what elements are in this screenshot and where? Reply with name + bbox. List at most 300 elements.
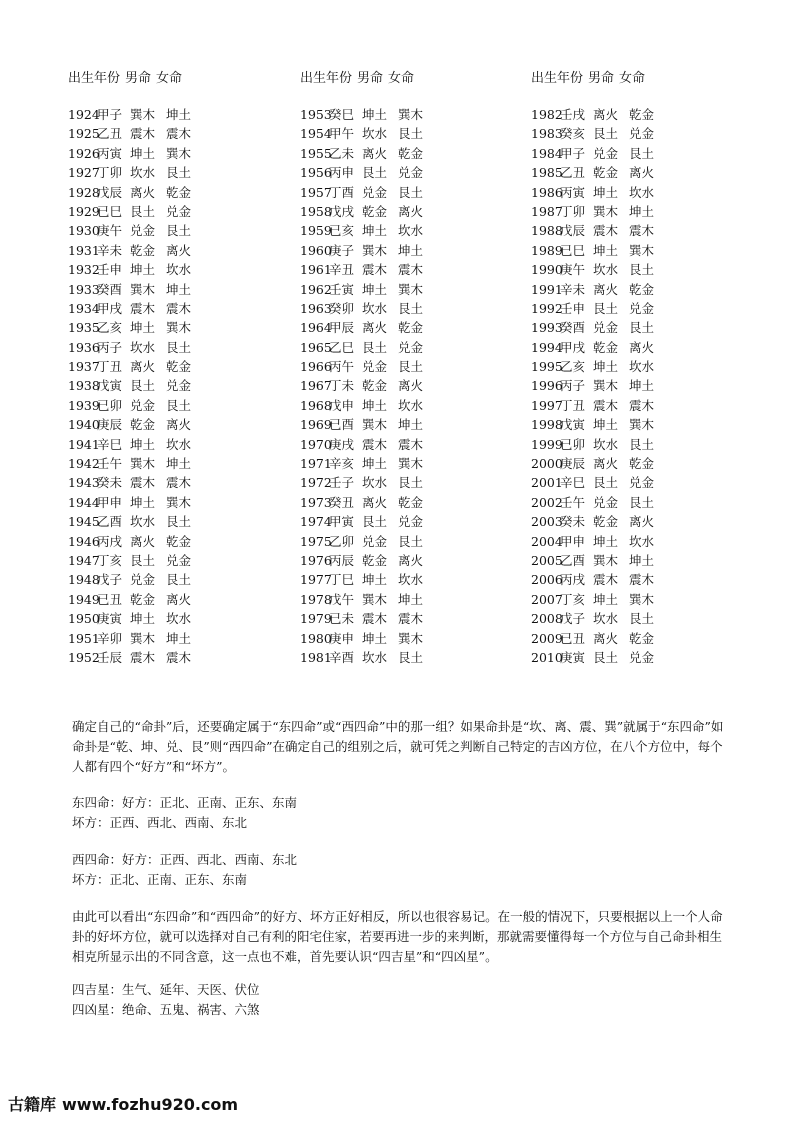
- cell-male-gua: 艮土: [593, 649, 619, 665]
- table-row: [68, 396, 268, 415]
- cell-ganzhi: 庚午: [97, 223, 123, 239]
- table-row: [531, 124, 731, 143]
- table-row: [68, 648, 268, 667]
- table-row: [300, 570, 500, 589]
- cell-female-gua: 艮土: [166, 339, 192, 355]
- cell-ganzhi: 丁卯: [97, 165, 123, 181]
- cell-ganzhi: 壬子: [329, 475, 355, 491]
- cell-ganzhi: 戊寅: [560, 417, 586, 433]
- cell-female-gua: 坎水: [398, 223, 424, 239]
- cell-female-gua: 震木: [398, 262, 424, 278]
- cell-ganzhi: 甲戌: [97, 300, 123, 316]
- cell-female-gua: 离火: [398, 378, 424, 394]
- cell-male-gua: 离火: [130, 184, 156, 200]
- cell-ganzhi: 乙亥: [97, 320, 123, 336]
- cell-ganzhi: 辛酉: [329, 649, 355, 665]
- table-row: [68, 376, 268, 395]
- cell-female-gua: 艮土: [166, 223, 192, 239]
- cell-ganzhi: 壬申: [560, 300, 586, 316]
- cell-year: 2003: [531, 514, 563, 530]
- cell-female-gua: 离火: [166, 417, 192, 433]
- table-row: [68, 144, 268, 163]
- cell-ganzhi: 乙巳: [329, 339, 355, 355]
- table-row: [68, 570, 268, 589]
- table-row: [300, 221, 500, 240]
- cell-female-gua: 坤土: [166, 630, 192, 646]
- table-column-2: [300, 68, 500, 667]
- cell-female-gua: 乾金: [629, 456, 655, 472]
- table-row: [300, 454, 500, 473]
- cell-male-gua: 坤土: [130, 262, 156, 278]
- table-row: [531, 221, 731, 240]
- table-row: [531, 532, 731, 551]
- table-row: [300, 183, 500, 202]
- cell-ganzhi: 庚辰: [97, 417, 123, 433]
- cell-year: 1993: [531, 320, 563, 336]
- cell-female-gua: 乾金: [166, 359, 192, 375]
- cell-ganzhi: 戊辰: [97, 184, 123, 200]
- cell-male-gua: 艮土: [593, 300, 619, 316]
- cell-female-gua: 乾金: [629, 630, 655, 646]
- cell-ganzhi: 已酉: [329, 417, 355, 433]
- cell-year: 1964: [300, 320, 332, 336]
- cell-male-gua: 坤土: [130, 320, 156, 336]
- cell-year: 1967: [300, 378, 332, 394]
- cell-female-gua: 震木: [166, 649, 192, 665]
- cell-year: 2001: [531, 475, 563, 491]
- cell-year: 1940: [68, 417, 100, 433]
- cell-year: 1948: [68, 572, 100, 588]
- cell-female-gua: 离火: [398, 552, 424, 568]
- cell-male-gua: 巽木: [362, 417, 388, 433]
- cell-ganzhi: 戊寅: [97, 378, 123, 394]
- cell-female-gua: 乾金: [166, 533, 192, 549]
- table-row: [300, 357, 500, 376]
- cell-year: 1975: [300, 533, 332, 549]
- west-good-directions: 西四命：好方：正西、西北、西南、东北: [72, 852, 298, 867]
- cell-year: 1992: [531, 300, 563, 316]
- table-row: [300, 338, 500, 357]
- cell-ganzhi: 戊辰: [560, 223, 586, 239]
- lucky-stars: 四吉星：生气、延年、天医、伏位: [72, 982, 260, 997]
- cell-male-gua: 艮土: [130, 378, 156, 394]
- cell-ganzhi: 丁酉: [329, 184, 355, 200]
- cell-year: 1996: [531, 378, 563, 394]
- cell-female-gua: 坤土: [398, 242, 424, 258]
- cell-ganzhi: 乙酉: [560, 552, 586, 568]
- cell-female-gua: 艮土: [629, 145, 655, 161]
- cell-male-gua: 乾金: [362, 203, 388, 219]
- cell-male-gua: 坤土: [362, 572, 388, 588]
- cell-year: 1994: [531, 339, 563, 355]
- cell-year: 1979: [300, 611, 332, 627]
- cell-year: 1956: [300, 165, 332, 181]
- cell-ganzhi: 丙子: [560, 378, 586, 394]
- cell-year: 1929: [68, 203, 100, 219]
- cell-male-gua: 艮土: [130, 552, 156, 568]
- cell-year: 1927: [68, 165, 100, 181]
- cell-male-gua: 乾金: [362, 378, 388, 394]
- cell-male-gua: 震木: [593, 572, 619, 588]
- table-row: [300, 609, 500, 628]
- cell-female-gua: 兑金: [166, 552, 192, 568]
- cell-ganzhi: 已巳: [97, 203, 123, 219]
- cell-male-gua: 坤土: [593, 359, 619, 375]
- cell-year: 1931: [68, 242, 100, 258]
- cell-male-gua: 兑金: [593, 145, 619, 161]
- table-row: [531, 493, 731, 512]
- table-row: [531, 376, 731, 395]
- cell-male-gua: 坤土: [593, 417, 619, 433]
- cell-year: 1933: [68, 281, 100, 297]
- cell-ganzhi: 戊戌: [329, 203, 355, 219]
- cell-ganzhi: 乙亥: [560, 359, 586, 375]
- cell-year: 1959: [300, 223, 332, 239]
- west-bad-directions: 坏方：正北、正南、正东、东南: [72, 872, 248, 887]
- cell-female-gua: 艮土: [398, 649, 424, 665]
- cell-year: 1977: [300, 572, 332, 588]
- cell-male-gua: 艮土: [362, 339, 388, 355]
- cell-year: 1950: [68, 611, 100, 627]
- table-row: [68, 202, 268, 221]
- cell-ganzhi: 庚子: [329, 242, 355, 258]
- table-row: [531, 105, 731, 124]
- table-row: [300, 590, 500, 609]
- cell-ganzhi: 癸未: [560, 514, 586, 530]
- cell-male-gua: 坤土: [362, 397, 388, 413]
- cell-female-gua: 乾金: [398, 320, 424, 336]
- cell-female-gua: 坎水: [166, 436, 192, 452]
- cell-male-gua: 兑金: [362, 184, 388, 200]
- cell-female-gua: 坤土: [166, 456, 192, 472]
- cell-year: 1971: [300, 456, 332, 472]
- cell-male-gua: 乾金: [362, 552, 388, 568]
- cell-year: 1935: [68, 320, 100, 336]
- cell-ganzhi: 甲午: [329, 126, 355, 142]
- cell-male-gua: 巽木: [362, 242, 388, 258]
- cell-female-gua: 兑金: [398, 514, 424, 530]
- cell-year: 2007: [531, 591, 563, 607]
- cell-ganzhi: 戊子: [560, 611, 586, 627]
- cell-female-gua: 艮土: [629, 262, 655, 278]
- cell-female-gua: 巽木: [398, 456, 424, 472]
- cell-female-gua: 坤土: [629, 378, 655, 394]
- table-row: [300, 493, 500, 512]
- cell-male-gua: 震木: [130, 300, 156, 316]
- table-row: [300, 260, 500, 279]
- cell-female-gua: 兑金: [629, 126, 655, 142]
- unlucky-stars: 四凶星：绝命、五鬼、祸害、六煞: [72, 1002, 260, 1017]
- table-row: [68, 454, 268, 473]
- cell-year: 1951: [68, 630, 100, 646]
- table-row: [531, 512, 731, 531]
- summary-paragraph: [72, 907, 734, 967]
- cell-female-gua: 坤土: [166, 107, 192, 122]
- table-row: [300, 473, 500, 492]
- cell-ganzhi: 丙寅: [560, 184, 586, 200]
- cell-female-gua: 离火: [166, 242, 192, 258]
- cell-year: 1965: [300, 339, 332, 355]
- cell-ganzhi: 甲子: [560, 145, 586, 161]
- table-row: [531, 163, 731, 182]
- table-row: [531, 338, 731, 357]
- cell-female-gua: 震木: [166, 300, 192, 316]
- table-row: [68, 241, 268, 260]
- cell-ganzhi: 戊申: [329, 397, 355, 413]
- cell-year: 1986: [531, 184, 563, 200]
- cell-female-gua: 震木: [398, 611, 424, 627]
- cell-female-gua: 坎水: [166, 611, 192, 627]
- cell-ganzhi: 庚申: [329, 630, 355, 646]
- table-row: [300, 435, 500, 454]
- cell-year: 1938: [68, 378, 100, 394]
- cell-ganzhi: 丙寅: [97, 145, 123, 161]
- cell-year: 1989: [531, 242, 563, 258]
- cell-female-gua: 兑金: [398, 165, 424, 181]
- east-bad-directions: 坏方：正西、西北、西南、东北: [72, 815, 248, 830]
- table-row: [300, 163, 500, 182]
- table-rows: [68, 105, 268, 667]
- summary-text: 由此可以看出“东四命”和“西四命”的好方、坏方正好相反，所以也很容易记。在一般的情况下，只要根据以上一个人命卦的好坏方位，就可以选择对自己有利的阳宅住家，若要再进一步的来判断，那就需要懂得每一个方位与自己命卦相生相克所显示出的不同含意，这一点也不难，首先要认识“四吉星”和“四凶星”。: [72, 909, 723, 964]
- table-row: [531, 454, 731, 473]
- cell-male-gua: 离火: [362, 145, 388, 161]
- cell-female-gua: 巽木: [398, 630, 424, 646]
- cell-ganzhi: 丙辰: [329, 552, 355, 568]
- table-row: [300, 280, 500, 299]
- cell-male-gua: 坤土: [130, 494, 156, 510]
- table-row: [68, 338, 268, 357]
- cell-ganzhi: 壬午: [560, 494, 586, 510]
- header-male: 男命: [588, 71, 615, 86]
- cell-year: 1942: [68, 456, 100, 472]
- cell-male-gua: 坤土: [130, 611, 156, 627]
- cell-ganzhi: 甲寅: [329, 514, 355, 530]
- table-row: [531, 609, 731, 628]
- table-row: [68, 260, 268, 279]
- table-row: [300, 241, 500, 260]
- cell-year: 1941: [68, 436, 100, 452]
- cell-male-gua: 兑金: [593, 494, 619, 510]
- cell-female-gua: 离火: [629, 339, 655, 355]
- cell-male-gua: 震木: [362, 436, 388, 452]
- cell-male-gua: 乾金: [593, 165, 619, 181]
- table-row: [300, 144, 500, 163]
- table-row: [300, 376, 500, 395]
- stars-section: [72, 980, 734, 1020]
- cell-male-gua: 兑金: [130, 397, 156, 413]
- cell-ganzhi: 乙未: [329, 145, 355, 161]
- cell-female-gua: 艮土: [629, 494, 655, 510]
- cell-year: 1949: [68, 591, 100, 607]
- table-row: [531, 318, 731, 337]
- cell-male-gua: 离火: [593, 456, 619, 472]
- cell-year: 1991: [531, 281, 563, 297]
- cell-year: 1947: [68, 552, 100, 568]
- cell-year: 1962: [300, 281, 332, 297]
- cell-year: 1995: [531, 359, 563, 375]
- table-row: [531, 415, 731, 434]
- table-row: [300, 396, 500, 415]
- table-row: [68, 512, 268, 531]
- east-four-section: [72, 793, 734, 833]
- cell-year: 1946: [68, 533, 100, 549]
- cell-male-gua: 震木: [130, 475, 156, 491]
- cell-ganzhi: 已未: [329, 611, 355, 627]
- table-row: [68, 318, 268, 337]
- cell-male-gua: 坤土: [362, 281, 388, 297]
- cell-male-gua: 巽木: [593, 552, 619, 568]
- cell-ganzhi: 庚寅: [97, 611, 123, 627]
- table-row: [300, 629, 500, 648]
- table-header: [68, 68, 268, 90]
- table-row: [300, 532, 500, 551]
- table-row: [531, 202, 731, 221]
- footer-watermark: [8, 1092, 244, 1115]
- cell-ganzhi: 乙丑: [560, 165, 586, 181]
- table-row: [300, 415, 500, 434]
- cell-female-gua: 坎水: [629, 359, 655, 375]
- cell-male-gua: 巽木: [593, 203, 619, 219]
- table-row: [68, 280, 268, 299]
- cell-ganzhi: 戊午: [329, 591, 355, 607]
- table-row: [300, 512, 500, 531]
- cell-female-gua: 乾金: [629, 107, 655, 122]
- cell-ganzhi: 辛巳: [560, 475, 586, 491]
- cell-ganzhi: 丁卯: [560, 203, 586, 219]
- cell-year: 1961: [300, 262, 332, 278]
- cell-male-gua: 巽木: [130, 281, 156, 297]
- west-four-section: [72, 850, 734, 890]
- cell-year: 1957: [300, 184, 332, 200]
- cell-female-gua: 坎水: [398, 572, 424, 588]
- cell-ganzhi: 戊子: [97, 572, 123, 588]
- cell-female-gua: 离火: [629, 165, 655, 181]
- table-row: [68, 609, 268, 628]
- cell-male-gua: 震木: [593, 397, 619, 413]
- cell-ganzhi: 丙戌: [97, 533, 123, 549]
- cell-female-gua: 离火: [398, 203, 424, 219]
- table-row: [68, 124, 268, 143]
- cell-ganzhi: 辛未: [560, 281, 586, 297]
- cell-ganzhi: 甲子: [97, 107, 123, 122]
- site-name: 古籍库: [8, 1095, 57, 1114]
- cell-female-gua: 乾金: [166, 184, 192, 200]
- cell-year: 2010: [531, 649, 563, 665]
- cell-male-gua: 震木: [362, 262, 388, 278]
- cell-year: 1925: [68, 126, 100, 142]
- cell-female-gua: 坎水: [629, 184, 655, 200]
- cell-female-gua: 坤土: [166, 281, 192, 297]
- cell-year: 1953: [300, 107, 332, 122]
- cell-female-gua: 离火: [166, 591, 192, 607]
- table-row: [531, 241, 731, 260]
- cell-female-gua: 巽木: [629, 242, 655, 258]
- table-row: [68, 473, 268, 492]
- cell-ganzhi: 辛亥: [329, 456, 355, 472]
- cell-male-gua: 离火: [130, 359, 156, 375]
- cell-year: 1983: [531, 126, 563, 142]
- cell-ganzhi: 丁丑: [97, 359, 123, 375]
- header-male: 男命: [357, 71, 384, 86]
- cell-ganzhi: 癸卯: [329, 300, 355, 316]
- cell-female-gua: 坤土: [629, 203, 655, 219]
- cell-ganzhi: 丙子: [97, 339, 123, 355]
- table-row: [68, 493, 268, 512]
- table-header: [300, 68, 500, 90]
- cell-year: 1930: [68, 223, 100, 239]
- table-rows: [300, 105, 500, 667]
- cell-ganzhi: 甲辰: [329, 320, 355, 336]
- cell-female-gua: 坎水: [166, 262, 192, 278]
- cell-male-gua: 乾金: [130, 417, 156, 433]
- cell-ganzhi: 辛卯: [97, 630, 123, 646]
- cell-year: 2008: [531, 611, 563, 627]
- cell-female-gua: 震木: [629, 223, 655, 239]
- cell-male-gua: 坤土: [362, 107, 388, 122]
- cell-male-gua: 乾金: [130, 242, 156, 258]
- cell-ganzhi: 甲申: [97, 494, 123, 510]
- table-row: [68, 163, 268, 182]
- cell-year: 1970: [300, 436, 332, 452]
- cell-female-gua: 巽木: [398, 107, 424, 122]
- cell-ganzhi: 辛未: [97, 242, 123, 258]
- cell-male-gua: 坎水: [130, 165, 156, 181]
- cell-female-gua: 巽木: [166, 320, 192, 336]
- cell-male-gua: 兑金: [362, 359, 388, 375]
- cell-ganzhi: 壬辰: [97, 649, 123, 665]
- cell-year: 1972: [300, 475, 332, 491]
- cell-ganzhi: 已巳: [560, 242, 586, 258]
- cell-ganzhi: 癸未: [97, 475, 123, 491]
- cell-male-gua: 坤土: [362, 223, 388, 239]
- cell-ganzhi: 丁亥: [97, 552, 123, 568]
- cell-male-gua: 兑金: [130, 223, 156, 239]
- header-birth-year: 出生年份: [531, 71, 584, 86]
- table-row: [531, 590, 731, 609]
- cell-female-gua: 艮土: [166, 397, 192, 413]
- table-row: [531, 299, 731, 318]
- east-good-directions: 东四命：好方：正北、正南、正东、东南: [72, 795, 298, 810]
- cell-male-gua: 坎水: [130, 514, 156, 530]
- table-row: [68, 629, 268, 648]
- cell-female-gua: 坤土: [398, 591, 424, 607]
- site-url[interactable]: www.fozhu920.com: [62, 1095, 239, 1114]
- table-row: [68, 551, 268, 570]
- cell-female-gua: 震木: [166, 126, 192, 142]
- cell-male-gua: 离火: [130, 533, 156, 549]
- cell-ganzhi: 丙午: [329, 359, 355, 375]
- cell-ganzhi: 甲戌: [560, 339, 586, 355]
- cell-female-gua: 坤土: [629, 552, 655, 568]
- cell-ganzhi: 丁巳: [329, 572, 355, 588]
- cell-male-gua: 艮土: [593, 475, 619, 491]
- cell-ganzhi: 癸丑: [329, 494, 355, 510]
- cell-male-gua: 离火: [593, 107, 619, 122]
- cell-ganzhi: 已丑: [560, 630, 586, 646]
- cell-year: 1981: [300, 649, 332, 665]
- cell-year: 1987: [531, 203, 563, 219]
- cell-male-gua: 艮土: [362, 514, 388, 530]
- header-female: 女命: [156, 71, 183, 86]
- cell-year: 1997: [531, 397, 563, 413]
- table-row: [531, 473, 731, 492]
- cell-female-gua: 兑金: [629, 649, 655, 665]
- cell-female-gua: 兑金: [398, 339, 424, 355]
- cell-ganzhi: 乙酉: [97, 514, 123, 530]
- cell-male-gua: 震木: [130, 126, 156, 142]
- cell-female-gua: 巽木: [166, 145, 192, 161]
- cell-year: 2006: [531, 572, 563, 588]
